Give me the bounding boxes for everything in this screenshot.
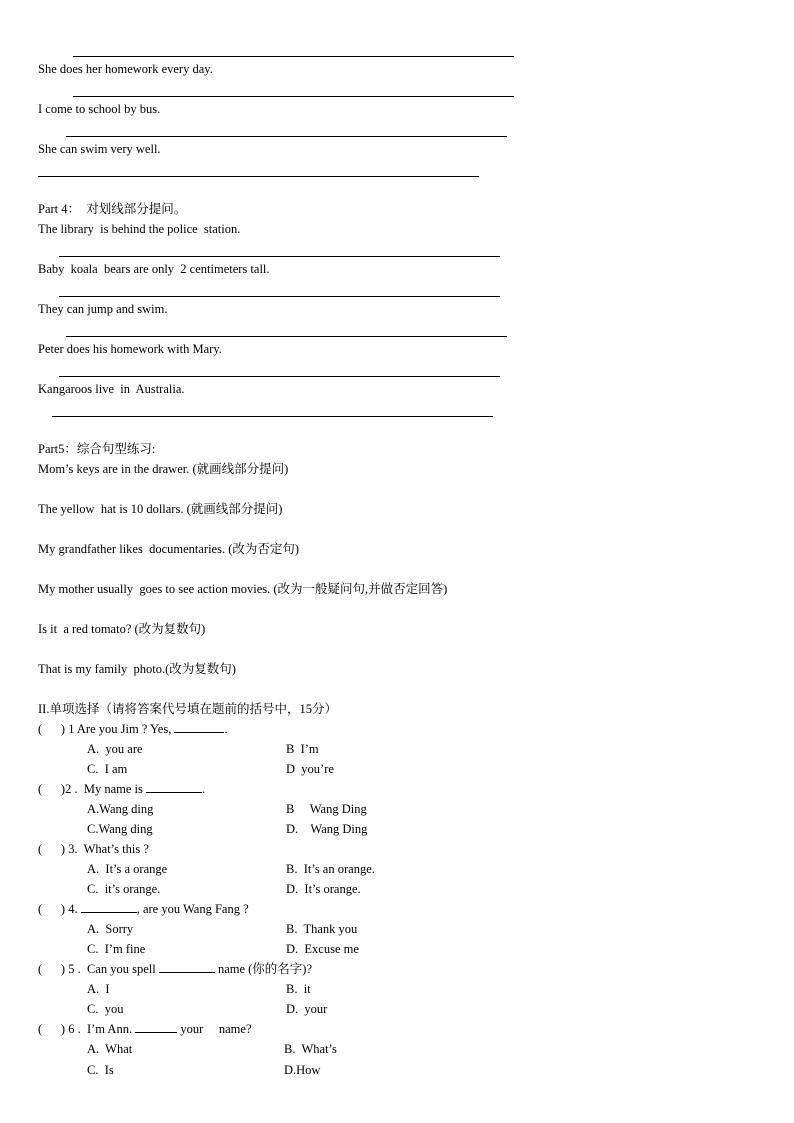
option-b[interactable]: B. Thank you bbox=[286, 922, 358, 936]
answer-line[interactable] bbox=[66, 136, 507, 137]
answer-blank[interactable] bbox=[174, 721, 224, 733]
part5-heading: Part5：综合句型练习: bbox=[38, 442, 156, 456]
question-5 bbox=[38, 961, 312, 977]
answer-blank[interactable] bbox=[146, 781, 202, 793]
option-b[interactable]: B. it bbox=[286, 982, 311, 996]
sentence: Kangaroos live in Australia. bbox=[38, 382, 185, 396]
sentence: My mother usually goes to see action movies. (改为一般疑问句,并做否定回答) bbox=[38, 582, 448, 596]
question-prefix: ( ) 1 Are you Jim ? Yes, bbox=[38, 722, 175, 736]
option-a[interactable]: A. Sorry bbox=[87, 922, 134, 936]
option-a[interactable]: A.Wang ding bbox=[87, 802, 154, 816]
answer-line[interactable] bbox=[73, 56, 514, 57]
sentence: She can swim very well. bbox=[38, 142, 161, 156]
question-1 bbox=[38, 721, 228, 737]
sentence: That is my family photo.(改为复数句) bbox=[38, 662, 236, 676]
answer-blank[interactable] bbox=[81, 901, 137, 913]
sentence: The yellow hat is 10 dollars. (就画线部分提问) bbox=[38, 502, 283, 516]
answer-line[interactable] bbox=[52, 416, 493, 417]
question-6 bbox=[38, 1021, 252, 1037]
sentence: Baby koala bears are only 2 centimeters tall. bbox=[38, 262, 270, 276]
option-c[interactable]: C. you bbox=[87, 1002, 124, 1016]
answer-line[interactable] bbox=[66, 336, 507, 337]
answer-blank[interactable] bbox=[135, 1021, 177, 1033]
sentence: My grandfather likes documentaries. (改为否定句) bbox=[38, 542, 300, 556]
question-prefix: ( ) 4. bbox=[38, 902, 81, 916]
question-suffix: name (你的名字)? bbox=[214, 962, 313, 976]
answer-line[interactable] bbox=[59, 296, 500, 297]
option-b[interactable]: B. What’s bbox=[284, 1042, 337, 1056]
answer-blank[interactable] bbox=[159, 961, 215, 973]
option-c[interactable]: C. Is bbox=[87, 1063, 114, 1077]
section2-heading: II.单项选择（请将答案代号填在题前的括号中，15分） bbox=[38, 702, 337, 716]
option-b[interactable]: B Wang Ding bbox=[286, 802, 367, 816]
sentence: Peter does his homework with Mary. bbox=[38, 342, 222, 356]
option-b[interactable]: B I’m bbox=[286, 742, 319, 756]
option-c[interactable]: C. I am bbox=[87, 762, 128, 776]
question-suffix: . bbox=[201, 782, 206, 796]
question-suffix: . bbox=[224, 722, 228, 736]
question-prefix: ( ) 6 . I’m Ann. bbox=[38, 1022, 136, 1036]
sentence: Is it a red tomato? (改为复数句) bbox=[38, 622, 206, 636]
option-d[interactable]: D.How bbox=[284, 1063, 321, 1077]
question-suffix: , are you Wang Fang ? bbox=[136, 902, 249, 916]
option-d[interactable]: D you’re bbox=[286, 762, 334, 776]
option-c[interactable]: C. it’s orange. bbox=[87, 882, 161, 896]
option-a[interactable]: A. you are bbox=[87, 742, 143, 756]
sentence: Mom’s keys are in the drawer. (就画线部分提问) bbox=[38, 462, 289, 476]
option-d[interactable]: D. Excuse me bbox=[286, 942, 359, 956]
question-4 bbox=[38, 901, 249, 917]
question-3 bbox=[38, 841, 149, 857]
question-prefix: ( ) 5 . Can you spell bbox=[38, 962, 159, 976]
sentence: They can jump and swim. bbox=[38, 302, 168, 316]
answer-line[interactable] bbox=[59, 376, 500, 377]
option-a[interactable]: A. I bbox=[87, 982, 110, 996]
option-a[interactable]: A. What bbox=[87, 1042, 133, 1056]
sentence: The library is behind the police station. bbox=[38, 222, 241, 236]
question-2 bbox=[38, 781, 205, 797]
question-prefix: ( )2 . My name is bbox=[38, 782, 146, 796]
option-c[interactable]: C. I’m fine bbox=[87, 942, 146, 956]
part4-heading: Part 4： 对划线部分提问。 bbox=[38, 202, 187, 216]
option-d[interactable]: D. your bbox=[286, 1002, 328, 1016]
option-a[interactable]: A. It’s a orange bbox=[87, 862, 168, 876]
sentence: I come to school by bus. bbox=[38, 102, 161, 116]
answer-line[interactable] bbox=[59, 256, 500, 257]
option-b[interactable]: B. It’s an orange. bbox=[286, 862, 375, 876]
option-d[interactable]: D. It’s orange. bbox=[286, 882, 361, 896]
sentence: She does her homework every day. bbox=[38, 62, 213, 76]
question-prefix: ( ) 3. What’s this ? bbox=[38, 842, 149, 856]
option-c[interactable]: C.Wang ding bbox=[87, 822, 153, 836]
answer-line[interactable] bbox=[73, 96, 514, 97]
option-d[interactable]: D. Wang Ding bbox=[286, 822, 368, 836]
question-suffix: your name? bbox=[177, 1022, 252, 1036]
answer-line[interactable] bbox=[38, 176, 479, 177]
